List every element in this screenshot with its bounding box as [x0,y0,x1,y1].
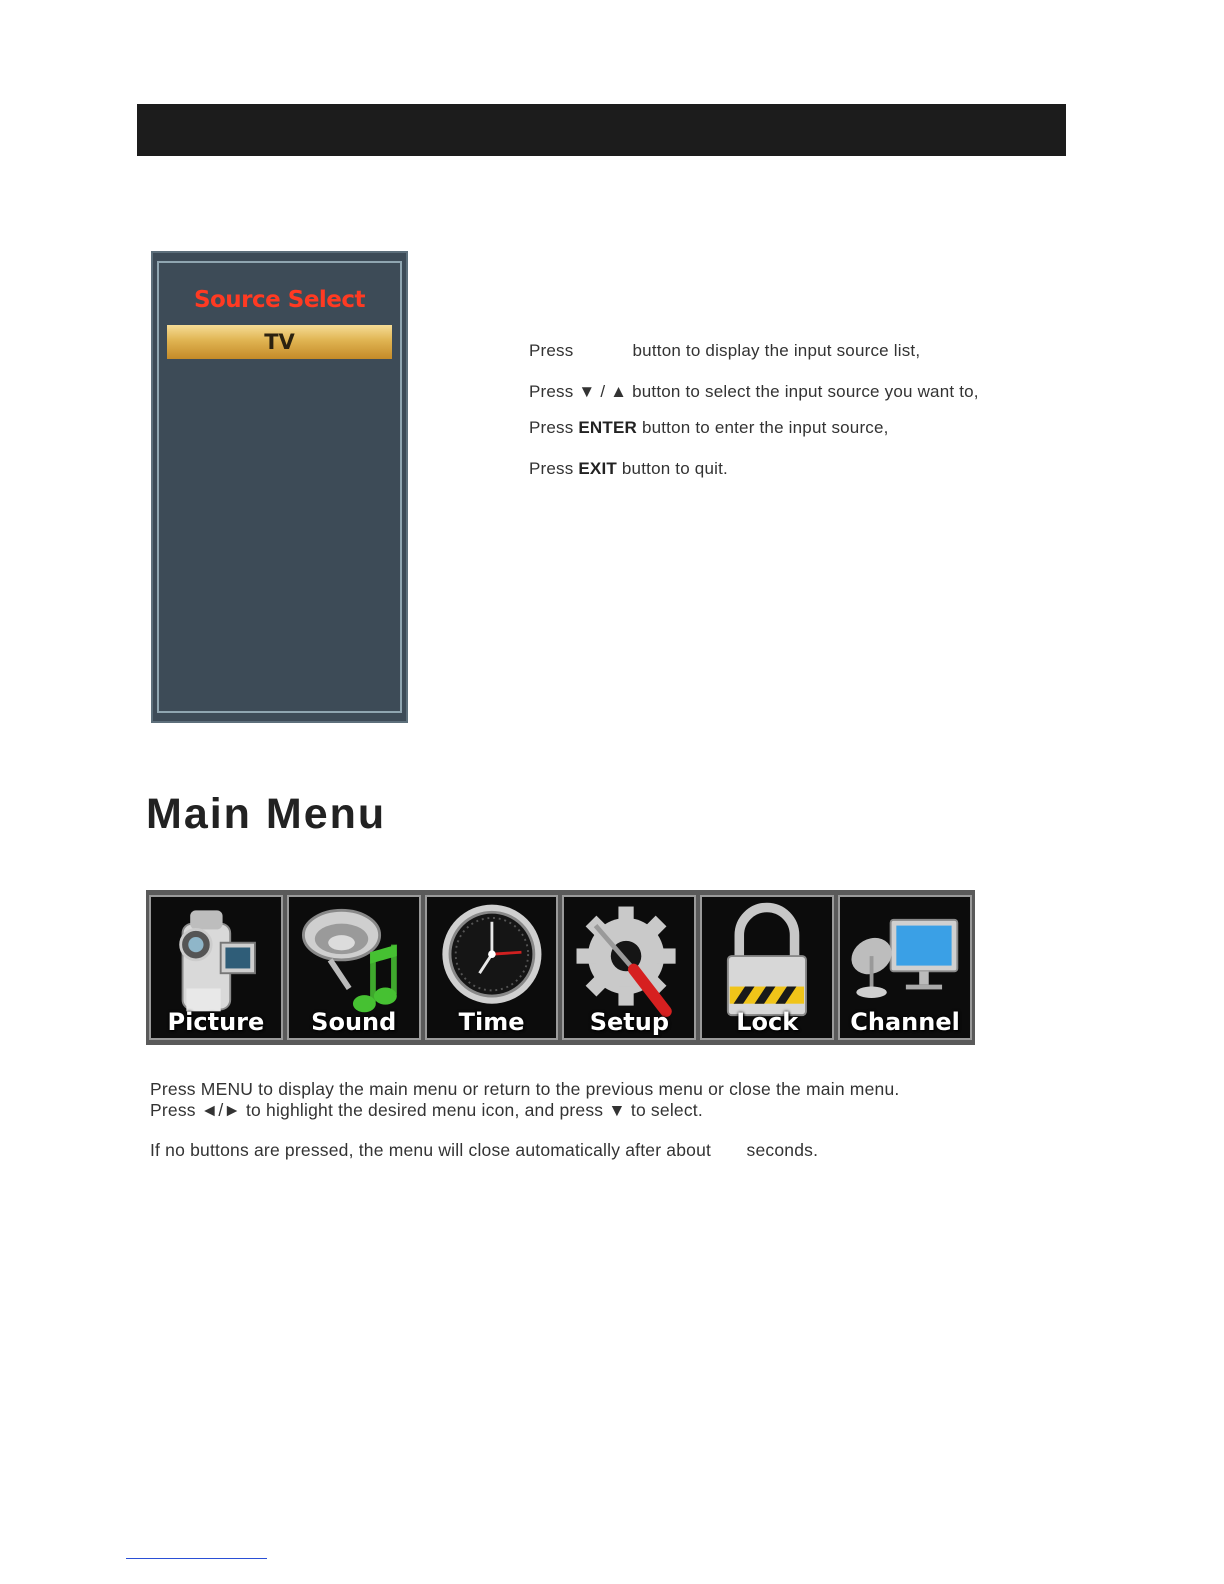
menu-tile-lock[interactable] [700,895,834,1040]
menu-tile-sound[interactable] [287,895,421,1040]
instruction-select-source: Press ▼ / ▲ button to select the input source you want to, [529,382,979,401]
section-header-bar [137,104,1066,156]
menu-label-channel: Channel [850,1008,960,1036]
instruction-exit: Press EXIT button to quit. [529,459,728,478]
menu-tile-channel[interactable] [838,895,972,1040]
menu-tile-picture[interactable] [149,895,283,1040]
menu-tile-setup[interactable] [562,895,696,1040]
source-select-frame [157,261,402,713]
footer-link-underline [126,1558,267,1559]
menu-label-setup: Setup [589,1008,670,1036]
menu-instruction-3: If no buttons are pressed, the menu will close automatically after about seconds. [150,1140,819,1160]
menu-instruction-1: Press MENU to display the main menu or return to the previous menu or close the main menu. [150,1079,900,1099]
main-menu-heading: Main Menu [146,790,387,838]
menu-instruction-2: Press ◄/► to highlight the desired menu icon, and press ▼ to select. [150,1100,703,1120]
instruction-display-list: Press button to display the input source list, [529,341,921,360]
main-menu-bar [146,890,975,1045]
menu-tile-time[interactable] [425,895,559,1040]
menu-label-sound: Sound [311,1008,397,1036]
exit-key-label: EXIT [578,459,617,478]
menu-label-time: Time [458,1008,525,1036]
enter-key-label: ENTER [578,418,638,437]
source-select-title: Source Select [193,287,366,313]
source-item-tv[interactable]: TV [167,325,392,359]
menu-label-picture: Picture [167,1008,265,1036]
menu-label-lock: Lock [736,1008,799,1036]
instruction-enter-source: Press ENTER button to enter the input source, [529,418,889,437]
source-select-panel [151,251,408,723]
